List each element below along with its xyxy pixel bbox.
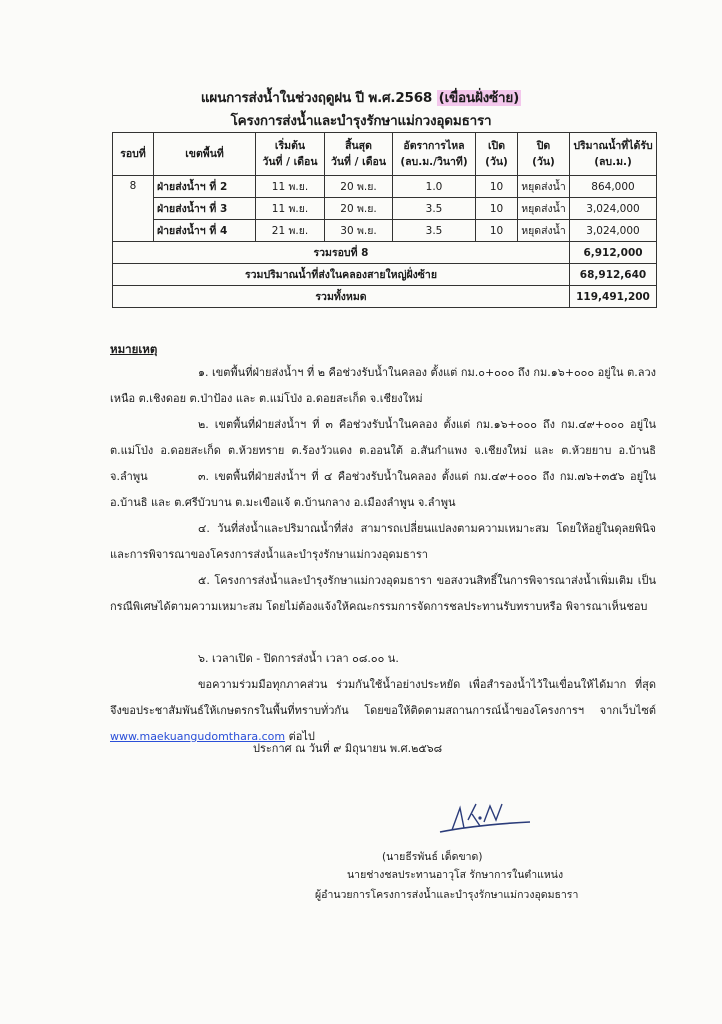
- header-start: เริ่มต้น วันที่ / เดือน: [256, 133, 325, 176]
- signature: [380, 790, 580, 850]
- cell-round: 8: [113, 176, 154, 242]
- summary-row: [113, 264, 657, 286]
- cell-volume: 3,024,000: [570, 220, 657, 242]
- notes-heading: หมายเหตุ: [110, 342, 158, 356]
- summary-value: 119,491,200: [570, 286, 657, 308]
- header-rate: อัตราการไหล (ลบ.ม./วินาที): [393, 133, 476, 176]
- website-link[interactable]: www.maekuangudomthara.com: [110, 730, 286, 743]
- cell-close: หยุดส่งน้ำ: [518, 220, 570, 242]
- cell-volume: 864,000: [570, 176, 657, 198]
- cell-rate: 1.0: [393, 176, 476, 198]
- cell-end: 20 พ.ย.: [325, 176, 393, 198]
- cell-rate: 3.5: [393, 198, 476, 220]
- cell-open: 10: [476, 220, 518, 242]
- table-header-row: [113, 133, 657, 176]
- cell-zone: ฝ่ายส่งน้ำฯ ที่ 4: [154, 220, 256, 242]
- title-prefix: แผนการส่งน้ำในช่วงฤดูฝน ปี พ.ศ.2568: [200, 90, 437, 106]
- note-item-5: ๕. โครงการส่งน้ำและบำรุงรักษาแม่กวงอุดมธารา ขอสงวนสิทธิ์ในการพิจารณาส่งน้ำเพิ่มเติม เป็นกรณีพิเศษได้ตามความเหมาะสม โดยไม่ต้องแจ้งให้คณะกรรมการจัดการชลประทานรับทราบหรือ พิจารณาเห็นชอบ: [110, 574, 656, 613]
- cell-end: 30 พ.ย.: [325, 220, 393, 242]
- summary-row: [113, 242, 657, 264]
- header-open: เปิด (วัน): [476, 133, 518, 176]
- signer-name: (นายธีรพันธ์ เด็ดขาด): [382, 851, 483, 863]
- summary-label: รวมรอบที่ 8: [113, 242, 570, 264]
- cell-open: 10: [476, 176, 518, 198]
- summary-row: [113, 286, 657, 308]
- note-item-1: ๑. เขตพื้นที่ฝ่ายส่งน้ำฯ ที่ ๒ คือช่วงรับน้ำในคลอง ตั้งแต่ กม.๐+๐๐๐ ถึง กม.๑๖+๐๐๐ อยู่ใน ต.ลวงเหนือ ต.เชิงดอย ต.ป่าป้อง และ ต.แม่โป่ง อ.ดอยสะเก็ด จ.เชียงใหม่: [110, 366, 656, 405]
- note-item-6: ๖. เวลาเปิด - ปิดการส่งน้ำ เวลา ๐๘.๐๐ น.: [198, 652, 399, 665]
- note-item-3: ๓. เขตพื้นที่ฝ่ายส่งน้ำฯ ที่ ๔ คือช่วงรับน้ำในคลอง ตั้งแต่ กม.๔๙+๐๐๐ ถึง กม.๗๖+๓๕๖ อยู่ใน อ.บ้านธิ และ ต.ศรีบัวบาน ต.มะเขือแจ้ ต.บ้านกลาง อ.เมืองลำพูน จ.ลำพูน: [110, 470, 656, 509]
- signer-position-1: นายช่างชลประทานอาวุโส รักษาการในตำแหน่ง: [347, 869, 564, 881]
- cell-start: 21 พ.ย.: [256, 220, 325, 242]
- cell-start: 11 พ.ย.: [256, 176, 325, 198]
- summary-label: รวมปริมาณน้ำที่ส่งในคลองสายใหญ่ฝั่งซ้าย: [113, 264, 570, 286]
- signer-position-2: ผู้อำนวยการโครงการส่งน้ำและบำรุงรักษาแม่กวงอุดมธารา: [315, 889, 579, 901]
- closing-paragraph: ขอความร่วมมือทุกภาคส่วน ร่วมกันใช้น้ำอย่างประหยัด เพื่อสำรองน้ำไว้ในเขื่อนให้ได้มาก ที่สุด จึงขอประชาสัมพันธ์ให้เกษตรกรในพื้นที่ทราบทั่วกัน โดยขอให้ติดตามสถานการณ์น้ำของโครงการฯ จากเว็บไซต์ www.maekuangudomthara.com ต่อไป: [110, 678, 656, 743]
- announcement-date: ประกาศ ณ วันที่ ๙ มิถุนายน พ.ศ.๒๕๖๘: [253, 742, 443, 755]
- table-row: [113, 220, 657, 242]
- cell-volume: 3,024,000: [570, 198, 657, 220]
- header-close: ปิด (วัน): [518, 133, 570, 176]
- header-round: รอบที่: [113, 133, 154, 176]
- cell-rate: 3.5: [393, 220, 476, 242]
- summary-value: 68,912,640: [570, 264, 657, 286]
- header-zone: เขตพื้นที่: [154, 133, 256, 176]
- table-row: [113, 198, 657, 220]
- table-row: [113, 176, 657, 198]
- note-item-2: ๒. เขตพื้นที่ฝ่ายส่งน้ำฯ ที่ ๓ คือช่วงรับน้ำในคลอง ตั้งแต่ กม.๑๖+๐๐๐ ถึง กม.๔๙+๐๐๐ อยู่ใน ต.แม่โป่ง อ.ดอยสะเก็ด ต.ห้วยทราย ต.ร้องวัวแดง ต.ออนใต้ อ.สันกำแพง จ.เชียงใหม่ และ ต.ห้วยยาบ อ.บ้านธิ จ.ลำพูน: [110, 418, 656, 483]
- title-highlight: (เขื่อนฝั่งซ้าย): [438, 90, 520, 106]
- document-title: [0, 86, 722, 108]
- note-item-4: ๔. วันที่ส่งน้ำและปริมาณน้ำที่ส่ง สามารถเปลี่ยนแปลงตามความเหมาะสม โดยให้อยู่ในดุลยพินิจ และการพิจารณาของโครงการส่งน้ำและบำรุงรักษาแม่กวงอุดมธารา: [110, 522, 656, 561]
- cell-close: หยุดส่งน้ำ: [518, 198, 570, 220]
- cell-start: 11 พ.ย.: [256, 198, 325, 220]
- cell-end: 20 พ.ย.: [325, 198, 393, 220]
- cell-open: 10: [476, 198, 518, 220]
- summary-label: รวมทั้งหมด: [113, 286, 570, 308]
- water-plan-table: [112, 132, 657, 308]
- header-end: สิ้นสุด วันที่ / เดือน: [325, 133, 393, 176]
- document-subtitle: โครงการส่งน้ำและบำรุงรักษาแม่กวงอุดมธารา: [230, 113, 492, 129]
- cell-zone: ฝ่ายส่งน้ำฯ ที่ 2: [154, 176, 256, 198]
- cell-close: หยุดส่งน้ำ: [518, 176, 570, 198]
- header-volume: ปริมาณน้ำที่ได้รับ (ลบ.ม.): [570, 133, 657, 176]
- cell-zone: ฝ่ายส่งน้ำฯ ที่ 3: [154, 198, 256, 220]
- summary-value: 6,912,000: [570, 242, 657, 264]
